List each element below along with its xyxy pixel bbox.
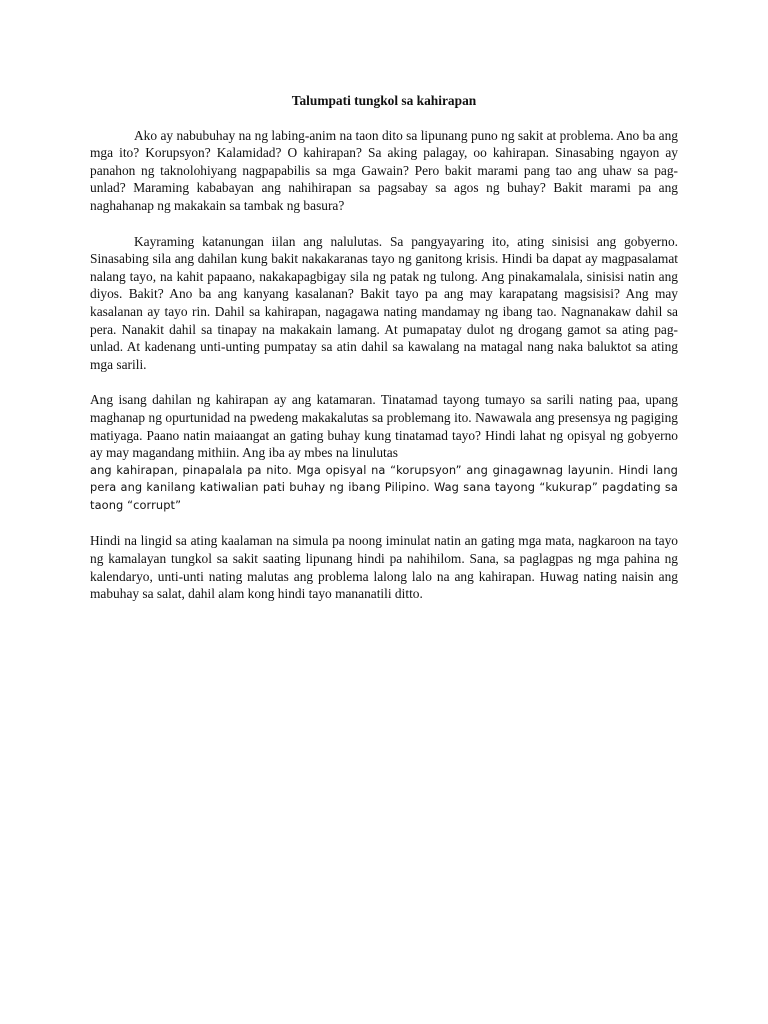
document-title: Talumpati tungkol sa kahirapan bbox=[291, 93, 477, 108]
paragraph-3 bbox=[90, 391, 678, 514]
paragraph-1: Ako ay nabubuhay na ng labing-anim na taon dito sa lipunang puno ng sakit at problema. Ano ba ang mga ito? Korupsyon? Kalamidad? O kahirapan? Sa aking palagay, oo kahirapan. Sinasabing ngayon ay panahon ng taknolohiyang nagpapabilis sa mga Gawain? Pero bakit marami pang tao ang uhaw sa pag-unlad? Maraming kababayan ang nahihirapan sa pagsabay sa agos ng buhay? Bakit marami pa ang naghahanap ng makakain sa tambak ng basura? bbox=[90, 127, 678, 213]
paragraph-2: Kayraming katanungan iilan ang nalulutas. Sa pangyayaring ito, ating sinisisi ang gobyerno. Sinasabing sila ang dahilan kung bakit nakakaranas tayo ng ganitong krisis. Hindi ba dapat ay magpasalamat nalang tayo, na kahit papaano, nakakapagbigay sila ng patak ng tulong. Ang pinakamalala, sinisisi natin ang diyos. Bakit? Ano ba ang kanyang kasalanan? Bakit tayo pa ang may karapatang magsisisi? Ang may kasalanan ay tayo rin. Dahil sa kahirapan, nagagawa nating mandamay ng ibang tao. Nagnanakaw dahil sa pera. Nanakit dahil sa tinapay na makakain lamang. At pumapatay dulot ng drogang gamot sa ating pag-unlad. At kadenang unti-unting pumpatay sa atin dahil sa kawalang na matagal nang naka baluktot sa ating mga sarili. bbox=[90, 233, 678, 372]
paragraph-3-serif-part: Ang isang dahilan ng kahirapan ay ang katamaran. Tinatamad tayong tumayo sa sarili nating paa, upang maghanap ng opurtunidad na pwedeng makakalutas sa problemang ito. Nawawala ang presensya ng pagiging matiyaga. Paano natin maiaangat an gating buhay kung tinatamad tayo? Hindi lahat ng opisyal ng gobyerno ay may magandang mithiin. Ang iba ay mbes na linulutas bbox=[90, 392, 678, 461]
paragraph-4: Hindi na lingid sa ating kaalaman na simula pa noong iminulat natin an gating mga mata, nagkaroon na tayo ng kamalayan tungkol sa sakit saating lipunang hindi pa nahihilom. Sana, sa paglagpas ng mga pahina ng kalendaryo, unti-unti nating malutas ang problema lalong lalo na ang kahirapan. Huwag nating naisin ang mabuhay sa salat, dahil alam kong hindi tayo mananatili ditto. bbox=[90, 533, 678, 602]
document-body bbox=[90, 92, 678, 621]
paragraph-3-sans-part: ang kahirapan, pinapalala pa nito. Mga opisyal na “korupsyon” ang ginagawnag layunin. Hindi lang pera ang kanilang katiwalian pati buhay ng ibang Pilipino. Wag sana tayong “kukurap” pagdating sa taong “corrupt” bbox=[90, 462, 678, 512]
